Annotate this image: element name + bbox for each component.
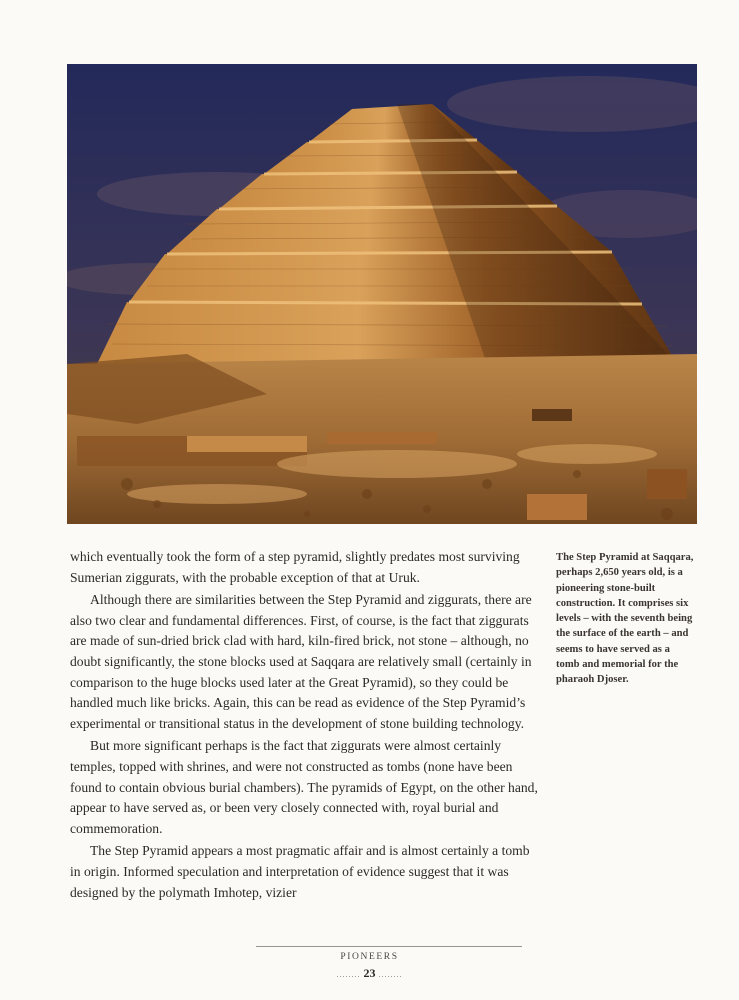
paragraph-2: Although there are similarities between the Step Pyramid and ziggurats, there are also two clear and fundamental differences. First, of course, is the fact that ziggurats are made of sun-dried brick clad with hard, kiln-fired brick, not stone – although, no doubt significantly, the stone blocks used at Saqqara are relatively small (certainly in comparison to the huge blocks used later at the Great Pyramid), so they could be handled much like bricks. Again, this can be read as evidence of the Step Pyramid’s experimental or transitional status in the development of stone building technology. bbox=[70, 592, 532, 731]
step-pyramid-photo bbox=[67, 64, 697, 524]
paragraph-4: The Step Pyramid appears a most pragmatic affair and is almost certainly a tomb in origin. Informed speculation and interpretation of evidence suggest that it was designed by the polymath Imhotep, vizier bbox=[70, 843, 530, 900]
photo-caption: The Step Pyramid at Saqqara, perhaps 2,650 years old, is a pioneering stone-built construction. It comprises six levels – with the seventh being the surface of the earth – and seems to have served as a tomb and memorial for the pharaoh Djoser. bbox=[556, 552, 694, 686]
paragraph-1: which eventually took the form of a step pyramid, slightly predates most surviving Sumerian ziggurats, with the probable exception of that at Uruk. bbox=[70, 549, 520, 585]
footer-rule bbox=[256, 946, 522, 947]
paragraph-3: But more significant perhaps is the fact that ziggurats were almost certainly temples, topped with shrines, and were not constructed as tombs (none have been found to contain obvious burial chambers). The pyramids of Egypt, on the other hand, appear to have served as, or been very closely connected with, royal burial and commemoration. bbox=[70, 738, 538, 836]
body-text bbox=[70, 547, 540, 903]
folio-dots-right: ........ bbox=[378, 969, 403, 979]
folio-dots-left: ........ bbox=[336, 969, 361, 979]
page-number: 23 bbox=[363, 966, 376, 980]
running-head: PIONEERS bbox=[340, 952, 399, 962]
folio bbox=[0, 966, 739, 981]
